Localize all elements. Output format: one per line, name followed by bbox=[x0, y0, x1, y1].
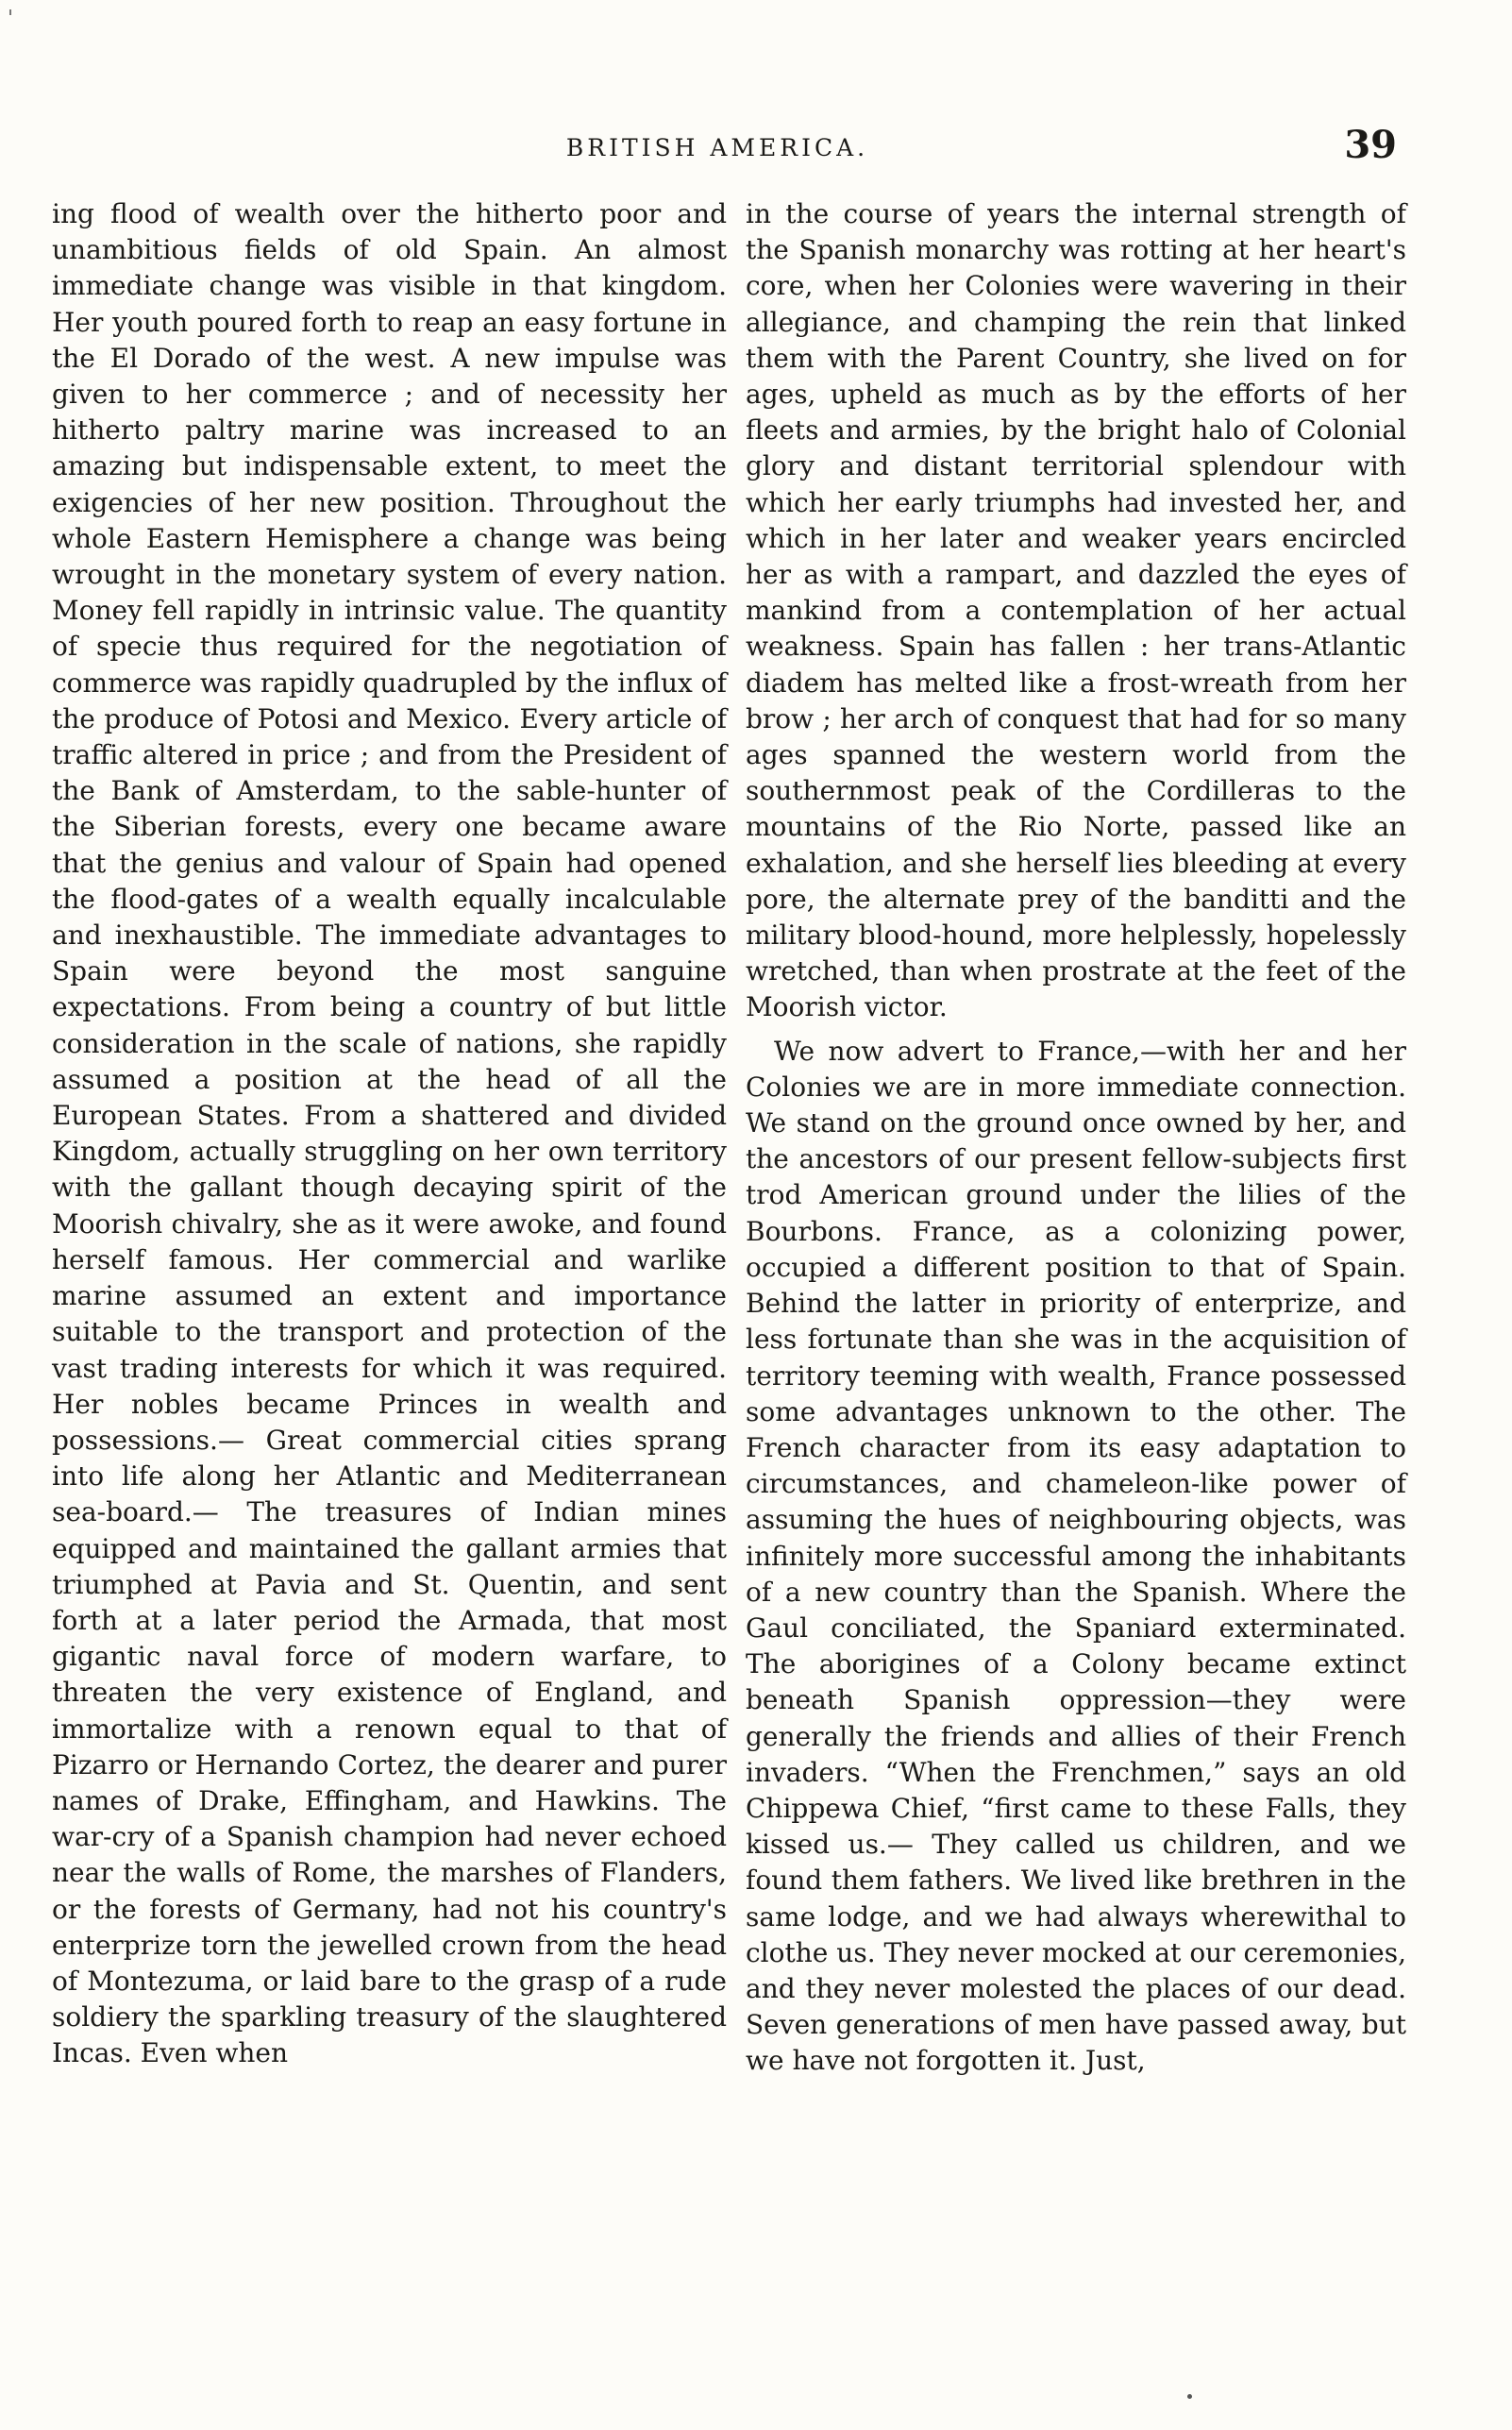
right-column-paragraph-1: in the course of years the internal strength of the Spanish monarchy was rotting at her heart's core, when her Colonies were wavering in their allegiance, and champing the rein that linked them with the Parent Country, she lived on for ages, upheld as much as by the efforts of her fleets and armies, by the bright halo of Colonial glory and distant territorial splendour with which her early triumphs had invested her, and which in her later and weaker years encircled her as with a rampart, and dazzled the eyes of mankind from a contemplation of her actual weakness. Spain has fallen : her trans-Atlantic diadem has melted like a frost-wreath from her brow ; her arch of conquest that had for so many ages spanned the western world from the southernmost peak of the Cordilleras to the mountains of the Rio Norte, passed like an exhalation, and she herself lies bleeding at every pore, the alternate prey of the banditti and the military blood-hound, more helplessly, hopelessly wretched, than when prostrate at the feet of the Moorish victor. bbox=[746, 198, 1406, 1023]
ink-speck bbox=[1187, 2394, 1192, 2399]
running-title: BRITISH AMERICA. bbox=[565, 134, 869, 161]
left-column-paragraph: ing flood of wealth over the hitherto poor and unambitious fields of old Spain. An almost immediate change was visible in that kingdom. Her youth poured forth to reap an easy fortune in the El Dorado of the west. A new impulse was given to her commerce ; and of necessity her hitherto paltry marine was increased to an amazing but indispensable extent, to meet the exigencies of her new position. Throughout the whole Eastern Hemisphere a change was being wrought in the monetary system of every nation. Money fell rapidly in intrinsic value. The quantity of specie thus required for the negotiation of commerce was rapidly quadrupled by the influx of the produce of Potosi and Mexico. Every article of traffic altered in price ; and from the President of the Bank of Amsterdam, to the sable-hunter of the Siberian forests, every one became aware that the genius and valour of Spain had opened the flood-gates of a wealth equally incalculable and inexhaustible. The immediate advantages to Spain were beyond the most sanguine expectations. From being a country of but little consideration in the scale of nations, she rapidly assumed a position at the head of all the European States. From a shattered and divided Kingdom, actually struggling on her own territory with the gallant though decaying spirit of the Moorish chivalry, she as it were awoke, and found herself famous. Her commercial and warlike marine assumed an extent and importance suitable to the transport and protection of the vast trading interests for which it was required. Her nobles became Princes in wealth and possessions.— Great commercial cities sprang into life along her Atlantic and Mediterranean sea-board.— The treasures of Indian mines equipped and maintained the gallant armies that triumphed at Pavia and St. Quentin, and sent forth at a later period the Armada, that most gigantic naval force of modern warfare, to threaten the very existence of England, and immortalize with a renown equal to that of Pizarro or Hernando Cortez, the dearer and purer names of Drake, Effingham, and Hawkins. The war-cry of a Spanish champion had never echoed near the walls of Rome, the marshes of Flanders, or the forests of Germany, had not his country's enterprize torn the jewelled crown from the head of Montezuma, or laid bare to the grasp of a rude soldiery the sparkling treasury of the slaughtered Incas. Even when bbox=[52, 198, 727, 2069]
right-column-paragraph-2: We now advert to France,—with her and her Colonies we are in more immediate connection. We stand on the ground once owned by her, and the ancestors of our present fellow-subjects first trod American ground under the lilies of the Bourbons. France, as a colonizing power, occupied a different position to that of Spain. Behind the latter in priority of enterprize, and less fortunate than she was in the acquisition of territory teeming with wealth, France possessed some advantages unknown to the other. The French character from its easy adaptation to circumstances, and chameleon-like power of assuming the hues of neighbouring objects, was infinitely more successful among the inhabitants of a new country than the Spanish. Where the Gaul conciliated, the Spaniard exterminated. The aborigines of a Colony became extinct beneath Spanish oppression—they were generally the friends and allies of their French invaders. “When the Frenchmen,” says an old Chippewa Chief, “first came to these Falls, they kissed us.— They called us children, and we found them fathers. We lived like brethren in the same lodge, and we had always wherewithal to clothe us. They never mocked at our ceremonies, and they never molested the places of our dead. Seven generations of men have passed away, but we have not forgotten it. Just, bbox=[746, 1035, 1406, 2077]
left-column bbox=[52, 196, 727, 2072]
margin-mark bbox=[9, 9, 11, 15]
page-header bbox=[38, 123, 1397, 179]
page-number: 39 bbox=[1344, 123, 1397, 167]
right-column bbox=[746, 196, 1406, 2080]
